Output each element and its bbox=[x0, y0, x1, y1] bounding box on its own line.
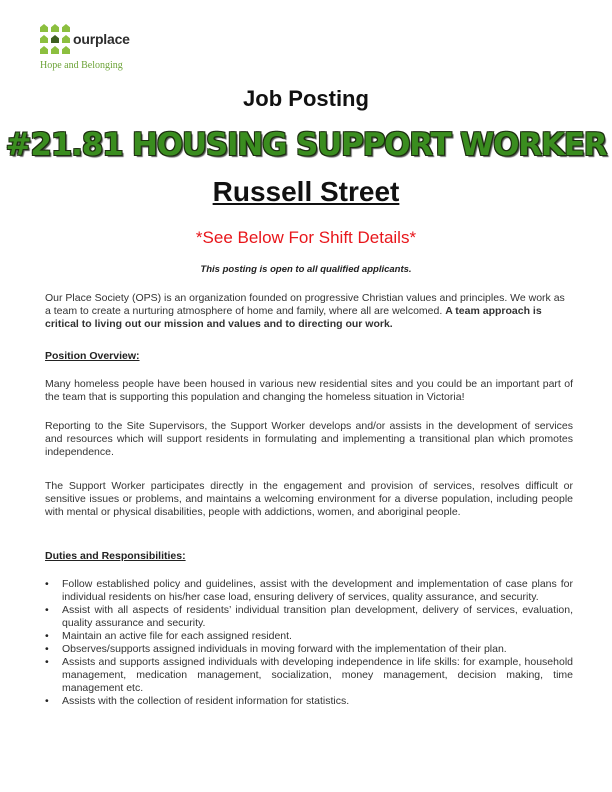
intro-bold-text: A team approach is critical to living out our mission and values and to directing our work. bbox=[45, 305, 542, 330]
duties-list-container bbox=[45, 578, 573, 708]
ourplace-logo bbox=[40, 24, 130, 71]
list-item: • Assists and supports assigned individuals with developing independence in life skills: for example, household management, medication management, socialization, money management, decision making, time management etc. bbox=[45, 656, 573, 695]
brand-tagline: Hope and Belonging bbox=[40, 60, 123, 71]
duties-list bbox=[45, 578, 573, 708]
intro-text: Our Place Society (OPS) is an organization founded on progressive Christian values and principles. We work as a team to create a nurturing atmosphere of home and family, where all are welcomed. bbox=[45, 292, 565, 317]
position-overview-heading: Position Overview: bbox=[45, 350, 140, 362]
shift-details-note: *See Below For Shift Details* bbox=[195, 228, 417, 247]
eligibility-note: This posting is open to all qualified applicants. bbox=[200, 264, 412, 275]
list-item: • Assists with the collection of resident information for statistics. bbox=[45, 695, 573, 708]
houses-logo-icon bbox=[40, 24, 70, 54]
overview-paragraph-3: The Support Worker participates directly in the engagement and provision of services, resolves difficult or sensitive issues or problems, and maintains a welcoming environment for a diverse population, including people with mental or physical disabilities, people with addictions, women, and aboriginal people. bbox=[45, 480, 573, 518]
overview-paragraph-1: Many homeless people have been housed in various new residential sites and you could be an important part of the team that is supporting this population and changing the homeless situation in Victoria! bbox=[45, 378, 573, 403]
site-name: Russell Street bbox=[212, 176, 400, 207]
job-title: #21.81 HOUSING SUPPORT WORKER bbox=[5, 127, 607, 163]
list-item: • Observes/supports assigned individuals in moving forward with the implementation of their plan. bbox=[45, 643, 573, 656]
page-title: Job Posting bbox=[243, 86, 369, 111]
intro-paragraph bbox=[45, 292, 573, 331]
duties-heading: Duties and Responsibilities: bbox=[45, 550, 186, 562]
brand-name: ourplace bbox=[73, 31, 130, 47]
overview-paragraph-2: Reporting to the Site Supervisors, the Support Worker develops and/or assists in the development of services and resources which will support residents in formulating and implementing a transitional plan which promotes independence. bbox=[45, 420, 573, 458]
list-item: • Maintain an active file for each assigned resident. bbox=[45, 630, 573, 643]
list-item: • Assist with all aspects of residents’ individual transition plan development, delivery of services, evaluation, quality assurance and security. bbox=[45, 604, 573, 630]
list-item: • Follow established policy and guidelines, assist with the development and implementation of case plans for individual residents on his/her case load, ensuring delivery of services, quality assurance, and security. bbox=[45, 578, 573, 604]
